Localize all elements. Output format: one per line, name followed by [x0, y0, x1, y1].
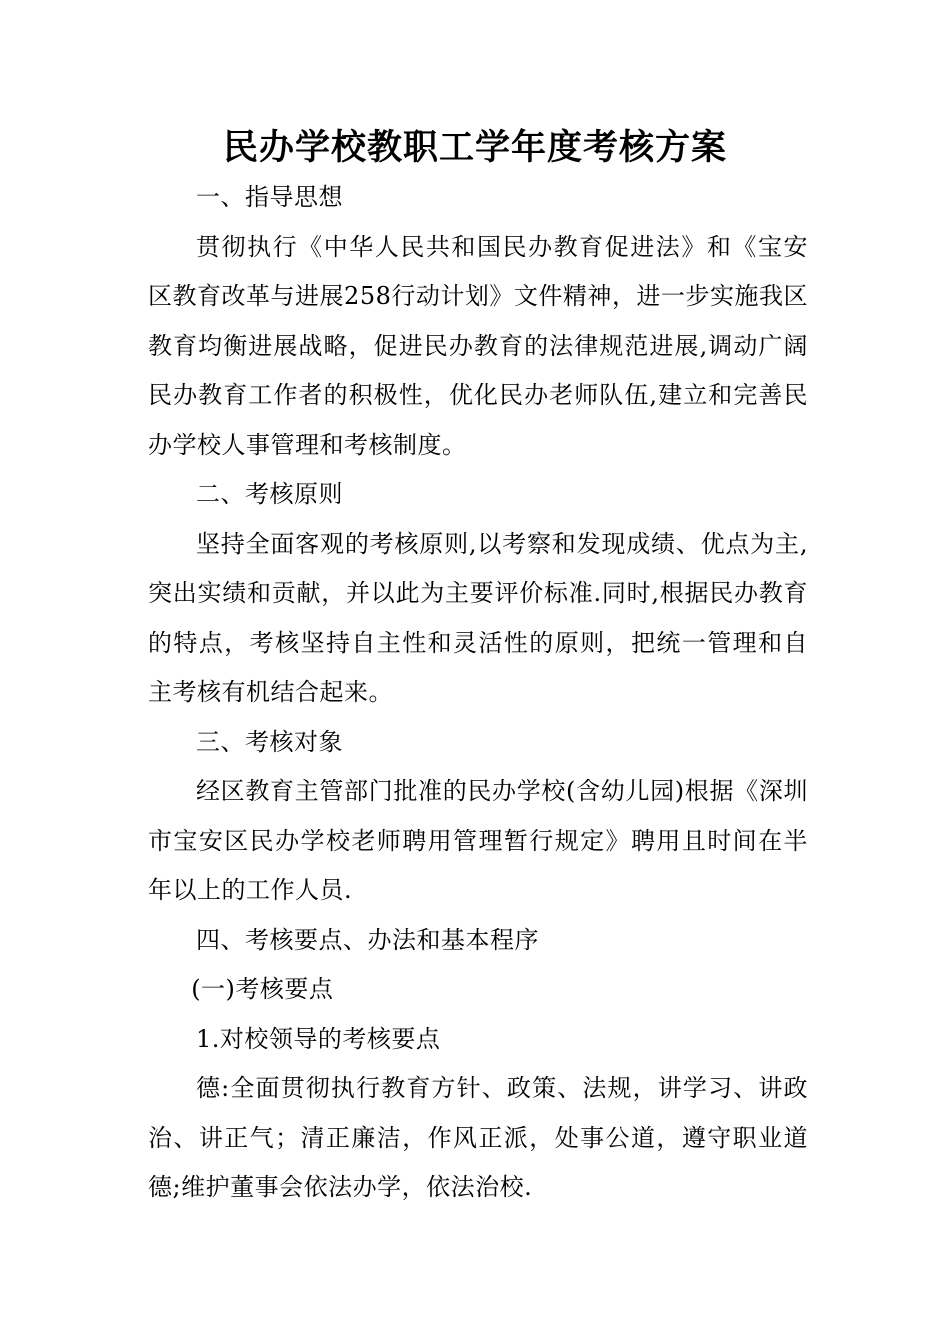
paragraph-virtue: 德:全面贯彻执行教育方针、政策、法规，讲学习、讲政治、讲正气；清正廉洁，作风正派，处事公道，遵守职业道德;维护董事会依法办学，依法治校. — [148, 1074, 808, 1201]
section-heading-assessment-targets: 三、考核对象 — [196, 727, 343, 756]
section-heading-assessment-points: 四、考核要点、办法和基本程序 — [196, 925, 539, 954]
section-heading-guiding-ideology: 一、指导思想 — [196, 183, 343, 211]
document-title: 民办学校教职工学年度考核方案 — [222, 127, 727, 168]
paragraph-assessment-targets: 经区教育主管部门批准的民办学校(含幼儿园)根据《深圳市宝安区民办学校老师聘用管理暂行规定》聘用且时间在半年以上的工作人员. — [148, 777, 808, 904]
section-heading-assessment-principles: 二、考核原则 — [196, 480, 343, 508]
paragraph-guiding-ideology: 贯彻执行《中华人民共和国民办教育促进法》和《宝安区教育改革与进展258行动计划》文件精神，进一步实施我区教育均衡进展战略，促进民办教育的法律规范进展,调动广阔民办教育工作者的积极性，优化民办老师队伍,建立和完善民办学校人事管理和考核制度。 — [148, 232, 808, 459]
subheading-assessment-points: (一)考核要点 — [191, 975, 334, 1003]
document-body — [148, 173, 808, 1213]
paragraph-assessment-principles: 坚持全面客观的考核原则,以考察和发现成绩、优点为主,突出实绩和贡献，并以此为主要评价标准.同时,根据民办教育的特点，考核坚持自主性和灵活性的原则，把统一管理和自主考核有机结合起来。 — [148, 529, 808, 706]
item-heading-school-leaders: 1.对校领导的考核要点 — [196, 1024, 441, 1053]
